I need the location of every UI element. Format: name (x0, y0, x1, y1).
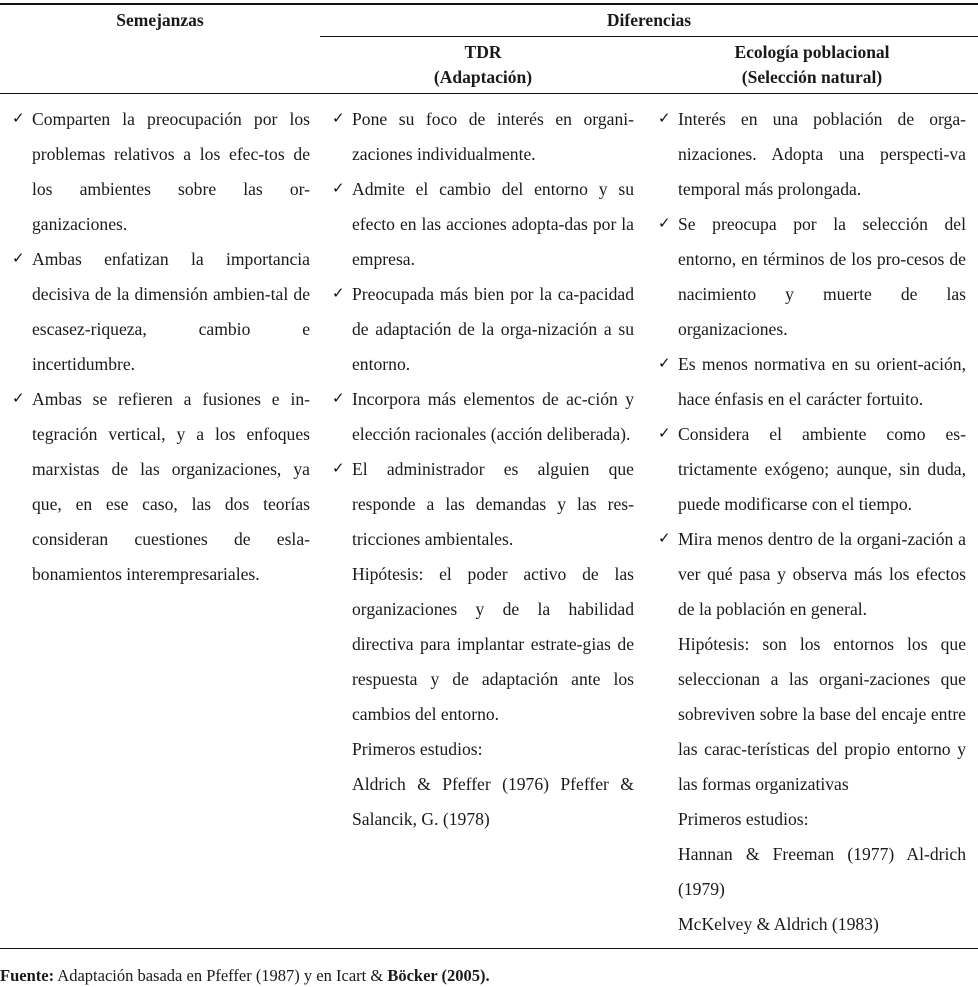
list-item (0, 102, 320, 242)
list-item (320, 277, 646, 382)
source-text: Adaptación basada en Pfeffer (1987) y en Icart & (54, 966, 388, 985)
list-item-text: Interés en una población de orga-nizaciones. Adopta una perspecti-va temporal más prolongada. (678, 109, 966, 199)
table-header-row-sub (0, 37, 978, 93)
header-tdr (320, 40, 646, 90)
checkmark-icon: ✓ (658, 426, 671, 442)
list-item-text: Ambas enfatizan la importancia decisiva de la dimensión ambien-tal de escasez-riqueza, cambio e incertidumbre. (32, 249, 310, 374)
table-body-row (0, 94, 978, 948)
comparison-table (0, 3, 978, 987)
checkmark-icon: ✓ (658, 356, 671, 372)
list-item (646, 907, 978, 942)
list-item (320, 452, 646, 557)
header-ecologia (646, 40, 978, 90)
list-item-text: El administrador es alguien que responde a las demandas y las res-tricciones ambientales. (352, 459, 634, 549)
list-item-text: Primeros estudios: (678, 809, 809, 829)
list-item (646, 802, 978, 837)
table-header-row-group (0, 5, 978, 36)
header-ecologia-title: Ecología poblacional (734, 42, 890, 62)
checkmark-icon: ✓ (658, 216, 671, 232)
source-citation: Böcker (2005). (387, 966, 490, 985)
source-label: Fuente: (0, 966, 55, 985)
list-item (646, 522, 978, 627)
checkmark-icon: ✓ (332, 391, 345, 407)
header-ecologia-subtitle: (Selección natural) (741, 67, 883, 87)
list-item-text: McKelvey & Aldrich (1983) (678, 914, 879, 934)
list-item (646, 417, 978, 522)
semejanzas-list (0, 102, 320, 592)
list-item (646, 207, 978, 347)
list-item (320, 102, 646, 172)
list-item-text: Hannan & Freeman (1977) Al-drich (1979) (678, 844, 966, 899)
list-item-text: Preocupada más bien por la ca-pacidad de adaptación de la orga-nización a su entorno. (352, 284, 634, 374)
checkmark-icon: ✓ (12, 251, 25, 267)
list-item-text: Primeros estudios: (352, 739, 483, 759)
list-item-text: Admite el cambio del entorno y su efecto en las acciones adopta-das por la empresa. (352, 179, 634, 269)
ecologia-list (646, 102, 978, 942)
checkmark-icon: ✓ (332, 111, 345, 127)
list-item-text: Ambas se refieren a fusiones e in-tegración vertical, y a los enfoques marxistas de las organizaciones, ya que, en ese caso, las dos teorías consideran cuestiones de esla-bonamientos interempresariales. (32, 389, 310, 584)
list-item (320, 172, 646, 277)
column-semejanzas (0, 102, 320, 592)
checkmark-icon: ✓ (332, 286, 345, 302)
checkmark-icon: ✓ (12, 391, 25, 407)
list-item-text: Considera el ambiente como es-trictamente exógeno; aunque, sin duda, puede modificarse con el tiempo. (678, 424, 966, 514)
list-item-text: Comparten la preocupación por los problemas relativos a los efec-tos de los ambientes sobre las or-ganizaciones. (32, 109, 310, 234)
list-item-text: Hipótesis: el poder activo de las organizaciones y de la habilidad directiva para implantar estrate-gias de respuesta y de adaptación ante los cambios del entorno. (352, 564, 634, 724)
header-tdr-subtitle: (Adaptación) (433, 67, 533, 87)
checkmark-icon: ✓ (332, 181, 345, 197)
list-item-text: Pone su foco de interés en organi-zaciones individualmente. (352, 109, 634, 164)
header-tdr-title: TDR (464, 42, 502, 62)
list-item (0, 242, 320, 382)
column-ecologia (646, 102, 978, 942)
list-item (646, 347, 978, 417)
header-semejanzas: Semejanzas (116, 10, 204, 30)
list-item (646, 837, 978, 907)
list-item (320, 732, 646, 767)
checkmark-icon: ✓ (332, 461, 345, 477)
checkmark-icon: ✓ (658, 111, 671, 127)
list-item-text: Es menos normativa en su orient-ación, hace énfasis en el carácter fortuito. (678, 354, 966, 409)
tdr-list (320, 102, 646, 837)
list-item (320, 382, 646, 452)
table-source-note (0, 949, 978, 987)
checkmark-icon: ✓ (12, 111, 25, 127)
list-item-text: Se preocupa por la selección del entorno, en términos de los pro-cesos de nacimiento y muerte de las organizaciones. (678, 214, 966, 339)
header-diferencias: Diferencias (606, 10, 692, 30)
list-item-text: Aldrich & Pfeffer (1976) Pfeffer & Salancik, G. (1978) (352, 774, 634, 829)
list-item-text: Hipótesis: son los entornos los que seleccionan a las organi-zaciones que sobreviven sobre la base del encaje entre las carac-terísticas del propio entorno y las formas organizativas (678, 634, 966, 794)
list-item (646, 102, 978, 207)
list-item (646, 627, 978, 802)
list-item-text: Mira menos dentro de la organi-zación a ver qué pasa y observa más los efectos de la población en general. (678, 529, 966, 619)
column-tdr (320, 102, 646, 837)
checkmark-icon: ✓ (658, 531, 671, 547)
list-item (0, 382, 320, 592)
list-item-text: Incorpora más elementos de ac-ción y elección racionales (acción deliberada). (352, 389, 634, 444)
list-item (320, 557, 646, 732)
list-item (320, 767, 646, 837)
